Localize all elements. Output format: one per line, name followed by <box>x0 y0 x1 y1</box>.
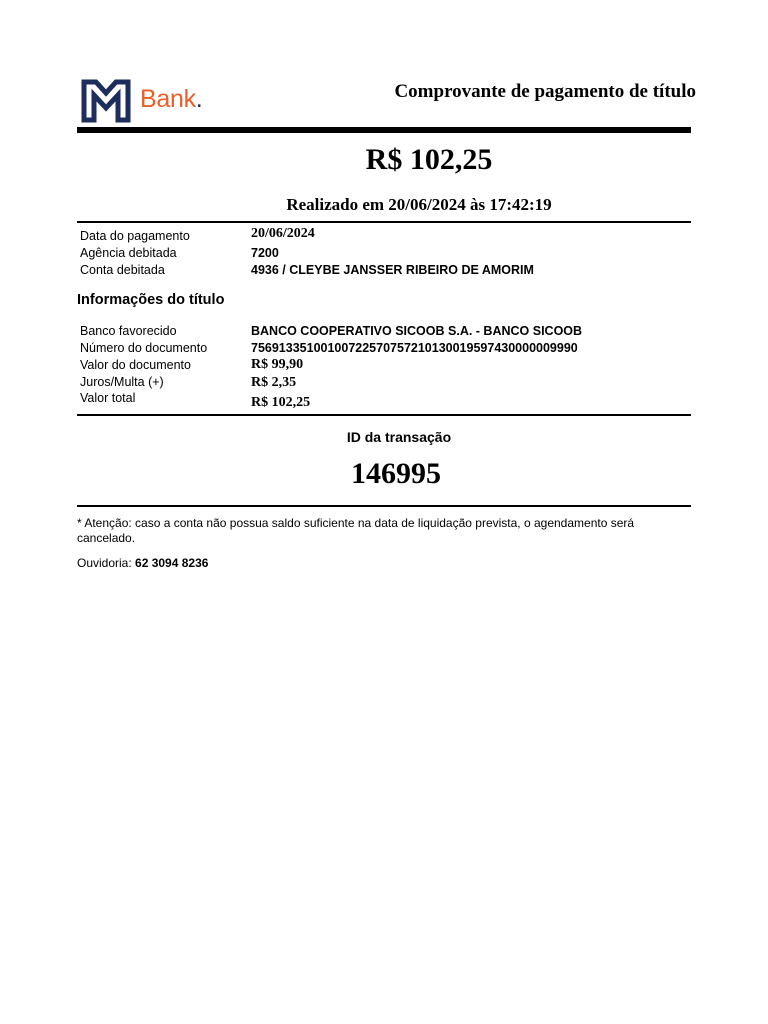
interest-label: Juros/Multa (+) <box>80 375 164 389</box>
document-value: R$ 99,90 <box>251 357 304 372</box>
divider <box>77 414 691 416</box>
document-number-value: 75691335100100722570757210130019597430000009990 <box>251 341 578 355</box>
ouvidoria-label: Ouvidoria: <box>77 556 136 570</box>
document-number-label: Número do documento <box>80 341 208 355</box>
attention-note: * Atenção: caso a conta não possua saldo suficiente na data de liquidação prevista, o agendamento será cancelado. <box>77 516 635 545</box>
beneficiary-bank-label: Banco favorecido <box>80 324 177 338</box>
header-divider <box>77 127 691 133</box>
payment-date-label: Data do pagamento <box>80 229 190 243</box>
bank-logo-icon <box>81 77 131 123</box>
document-value-label: Valor do documento <box>80 358 191 372</box>
document-title: Comprovante de pagamento de título <box>394 81 696 102</box>
ouvidoria-phone: 62 3094 8236 <box>135 556 209 570</box>
divider <box>77 221 691 223</box>
payment-datetime: Realizado em 20/06/2024 às 17:42:19 <box>286 195 552 214</box>
divider <box>77 505 691 507</box>
agency-value: 7200 <box>251 246 279 260</box>
section-title: Informações do título <box>77 292 225 308</box>
ouvidoria <box>77 556 208 571</box>
logo-dot: . <box>195 85 203 113</box>
logo-text: Bank <box>140 85 196 113</box>
logo-wordmark <box>140 84 202 114</box>
interest-value: R$ 2,35 <box>251 375 297 390</box>
account-value: 4936 / CLEYBE JANSSER RIBEIRO DE AMORIM <box>251 263 534 277</box>
beneficiary-bank-value: BANCO COOPERATIVO SICOOB S.A. - BANCO SICOOB <box>251 324 583 338</box>
payment-amount: R$ 102,25 <box>365 143 493 176</box>
payment-date-value: 20/06/2024 <box>251 226 315 241</box>
account-label: Conta debitada <box>80 263 165 277</box>
total-value: R$ 102,25 <box>251 395 311 410</box>
total-label: Valor total <box>80 391 136 405</box>
transaction-id-label: ID da transação <box>346 429 452 445</box>
transaction-id: 146995 <box>351 457 441 490</box>
agency-label: Agência debitada <box>80 246 177 260</box>
